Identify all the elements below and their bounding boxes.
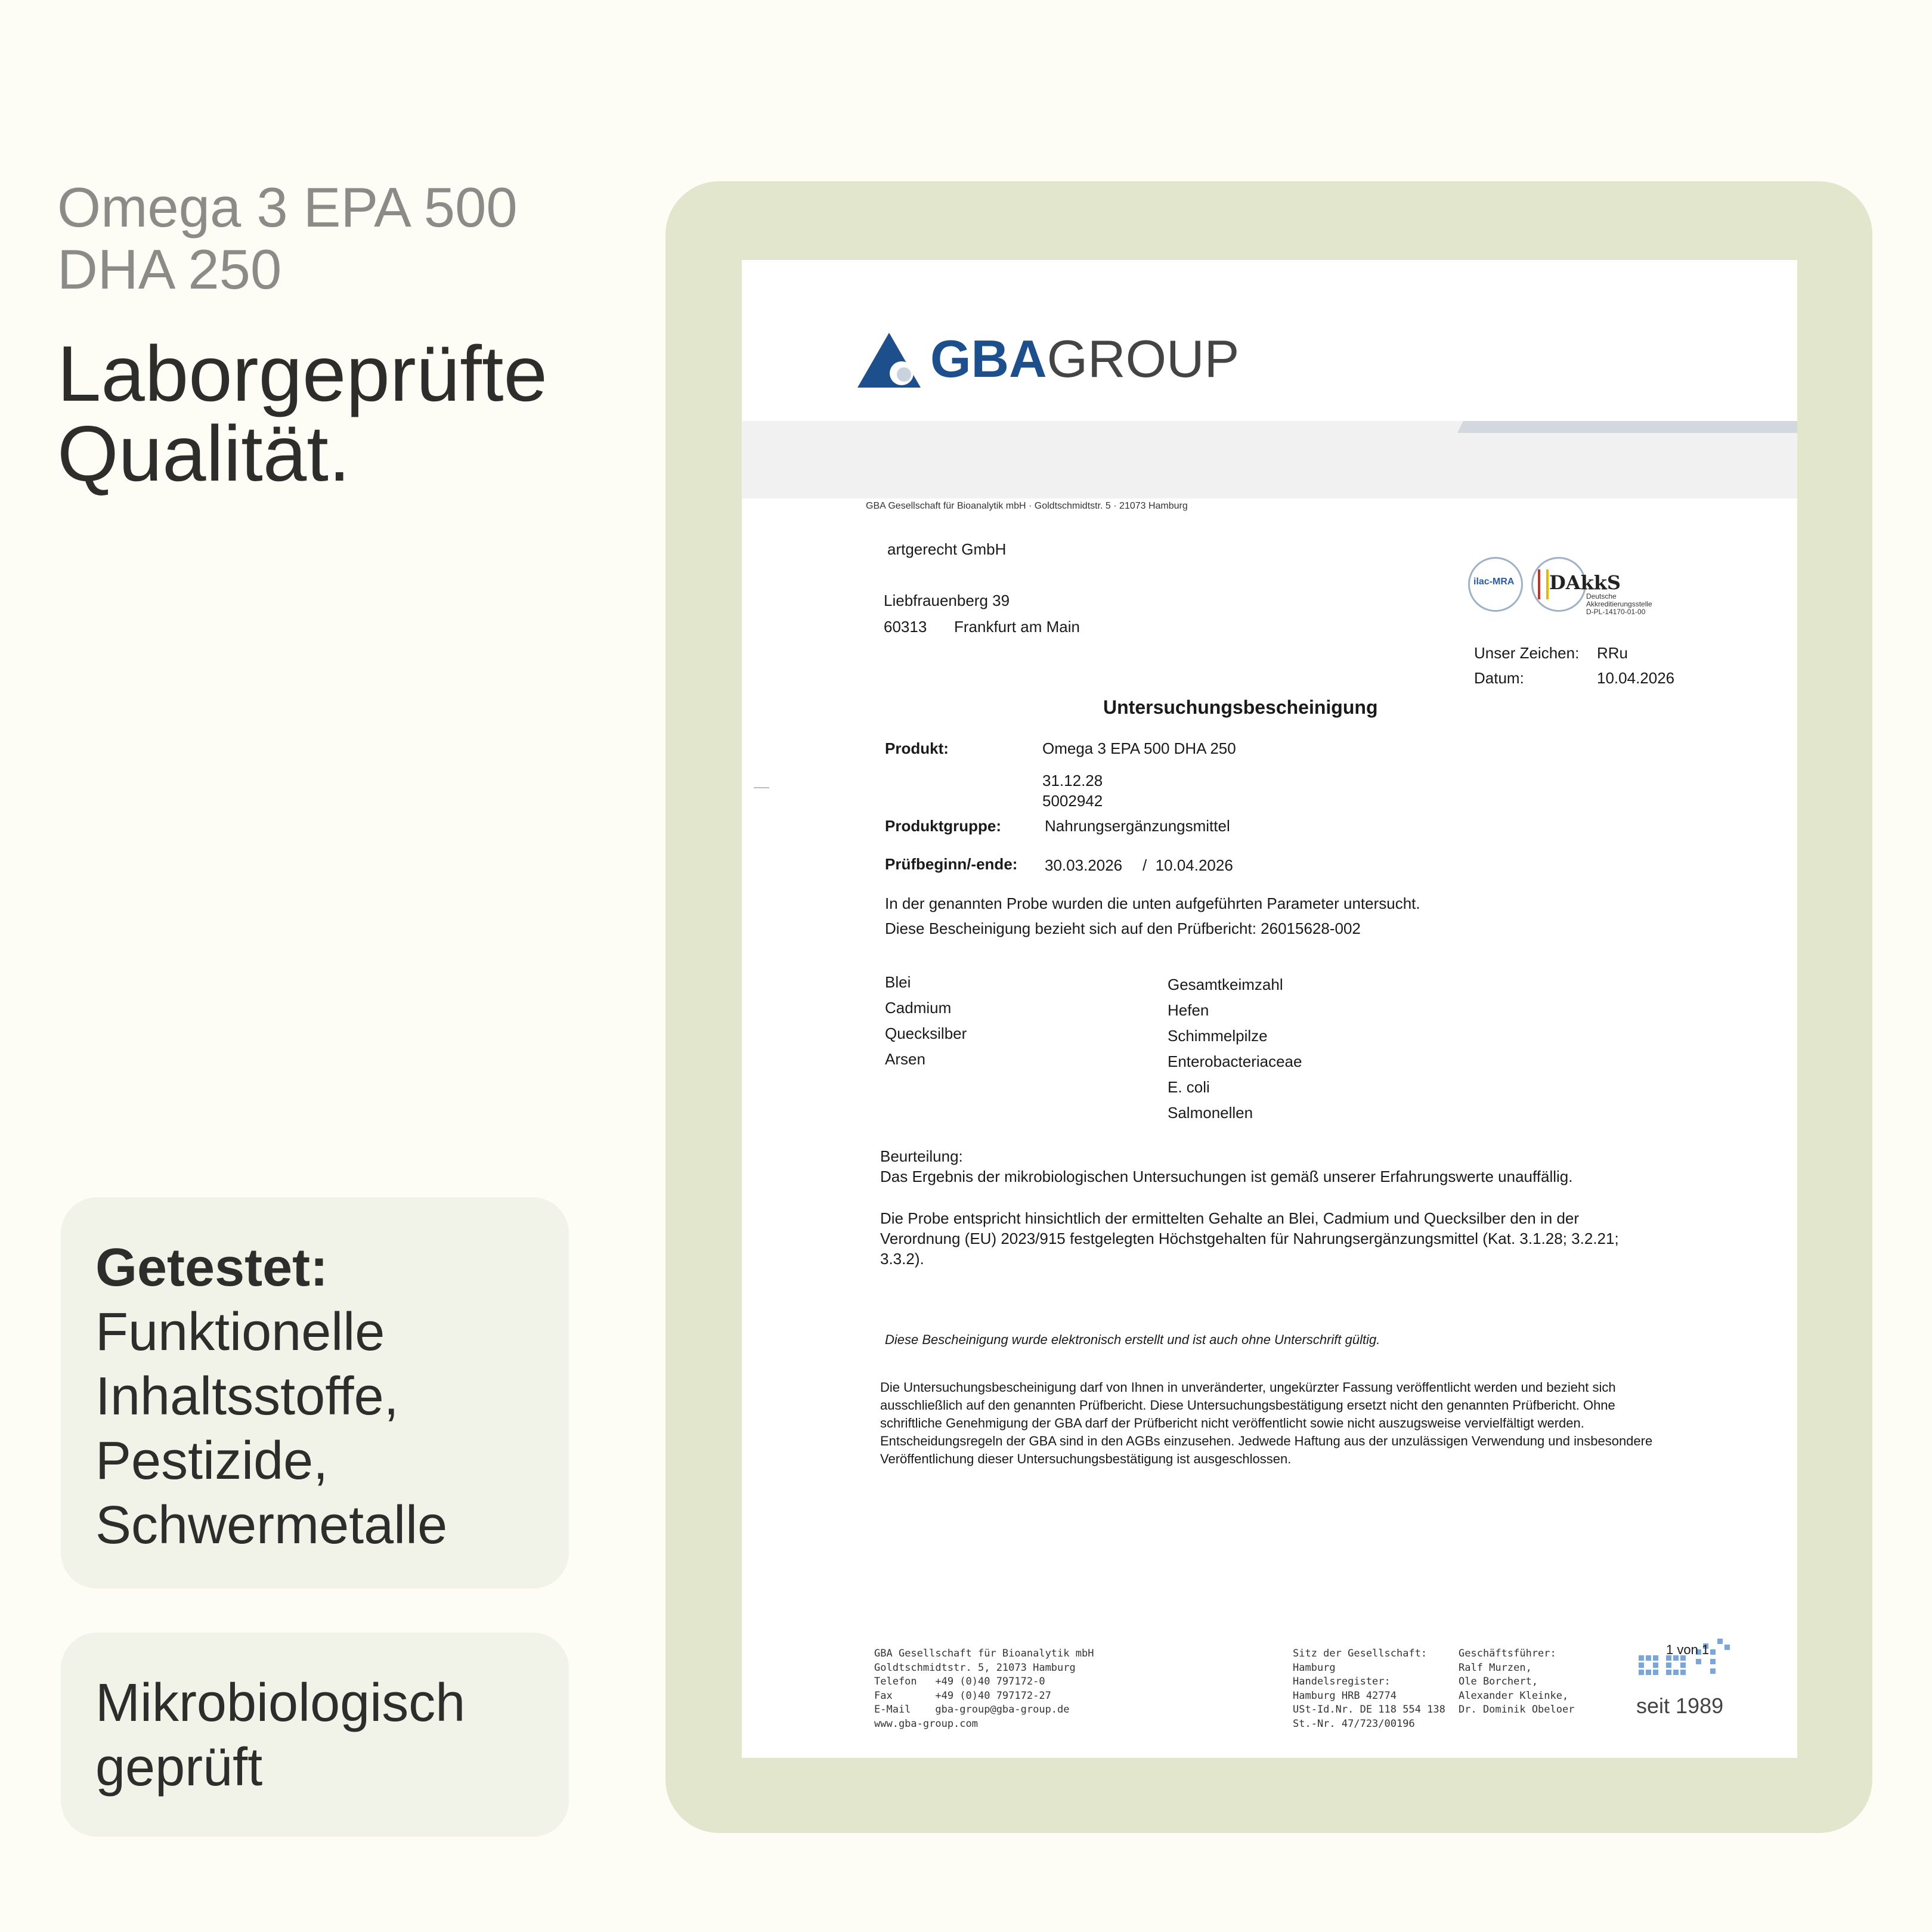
anniversary-dots-icon <box>1636 1631 1738 1685</box>
product-eyebrow <box>57 177 594 301</box>
param-item: Hefen <box>1168 1001 1209 1019</box>
param-item: Blei <box>885 973 911 991</box>
recipient-zip: 60313 <box>884 618 927 636</box>
gba-triangle-icon <box>856 332 922 389</box>
electronic-note: Diese Bescheinigung wurde elektronisch erstellt und ist auch ohne Unterschrift gültig. <box>885 1332 1380 1347</box>
since-label: seit 1989 <box>1636 1693 1724 1718</box>
dakks-subtext: Deutsche Akkreditierungsstelle D-PL-14170-01-00 <box>1586 592 1652 616</box>
params-left <box>885 970 967 1072</box>
date-value: 10.04.2026 <box>1597 669 1675 687</box>
ilac-mra-badge <box>1468 557 1523 612</box>
assessment-2: Die Probe entspricht hinsichtlich der ermittelten Gehalte an Blei, Cadmium und Quecksilber den in der Verordnung (EU) 2023/915 festgelegten Höchstgehalten für Nahrungsergänzungsmittel (Kat. 3.1.28; 3.2.21; 3.3.2). <box>880 1209 1619 1268</box>
eyebrow-line-1: Omega 3 EPA 500 <box>57 176 518 239</box>
footer-company: GBA Gesellschaft für Bioanalytik mbH Goldtschmidtstr. 5, 21073 Hamburg Telefon +49 (0)40 797172-0 Fax +49 (0)40 797172-27 E-Mail gba-group@gba-group.de www.gba-group.com <box>874 1648 1094 1730</box>
group-value: Nahrungsergänzungsmittel <box>1045 817 1230 835</box>
footer-registry: Sitz der Gesellschaft: Hamburg Handelsregister: Hamburg HRB 42774 USt-Id.Nr. DE 118 554 138 St.-Nr. 47/723/00196 <box>1293 1648 1445 1730</box>
micro-card <box>61 1633 569 1837</box>
headline <box>57 330 654 497</box>
recipient-street: Liebfrauenberg 39 <box>884 592 1010 609</box>
logo-light-text: GROUP <box>1046 329 1240 388</box>
param-item: Enterobacteriaceae <box>1168 1052 1302 1070</box>
assessment-label: Beurteilung: <box>880 1147 963 1165</box>
tested-item: Funktionelle <box>95 1302 385 1362</box>
param-item: Quecksilber <box>885 1024 967 1042</box>
param-item: E. coli <box>1168 1078 1210 1096</box>
micro-line-2: geprüft <box>95 1738 263 1797</box>
batch-number: 5002942 <box>1042 792 1103 810</box>
tested-label: Getestet: <box>95 1238 329 1298</box>
param-item: Arsen <box>885 1050 925 1068</box>
headline-line-1: Laborgeprüfte <box>57 330 547 417</box>
logo-bold-text: GBA <box>930 329 1047 388</box>
param-item: Salmonellen <box>1168 1104 1253 1122</box>
ref-label: Unser Zeichen: <box>1474 644 1580 662</box>
ref-value: RRu <box>1597 644 1628 662</box>
footer-management: Geschäftsführer: Ralf Murzen, Ole Borchert, Alexander Kleinke, Dr. Dominik Obeloer <box>1459 1648 1575 1716</box>
recipient-name: artgerecht GmbH <box>887 540 1007 558</box>
period-start: 30.03.2026 <box>1045 856 1123 874</box>
page-count: 1 von 1 <box>1666 1642 1710 1657</box>
tested-item: Pestizide, <box>95 1431 329 1491</box>
intro-line-1: In der genannten Probe wurden die unten aufgeführten Parameter untersucht. <box>885 894 1420 912</box>
group-label: Produktgruppe: <box>885 817 1001 835</box>
param-item: Cadmium <box>885 999 952 1017</box>
margin-mark <box>754 787 769 788</box>
dakks-flag-icon <box>1538 569 1549 599</box>
param-item: Schimmelpilze <box>1168 1027 1268 1045</box>
period-label: Prüfbeginn/-ende: <box>885 855 1018 873</box>
gba-logo <box>856 326 1274 391</box>
headline-line-2: Qualität. <box>57 410 351 497</box>
header-accent <box>1457 421 1797 433</box>
param-item: Gesamtkeimzahl <box>1168 976 1283 993</box>
params-right <box>1168 972 1302 1126</box>
disclaimer: Die Untersuchungsbescheinigung darf von Ihnen in unveränderter, ungekürzter Fassung veröffentlicht werden und bezieht sich ausschließlich auf den genannten Prüfbericht. Diese Untersuchungsbestätigung ersetzt nicht den genannten Prüfbericht. Ohne schriftliche Genehmigung der GBA darf der Prüfbericht nicht veröffentlicht sowie nicht auszugsweise vervielfältigt werden. Entscheidungsregeln der GBA sind in den AGBs einzusehen. Jedwede Haftung aus der unzulässigen Verwendung und insbesondere Veröffentlichung dieser Untersuchungsbestätigung ist ausgeschlossen. <box>880 1380 1653 1466</box>
ilac-text: ilac-MRA <box>1473 577 1515 587</box>
recipient-city: Frankfurt am Main <box>954 618 1080 636</box>
certificate-document <box>742 260 1797 1758</box>
document-title: Untersuchungsbescheinigung <box>1103 696 1378 718</box>
tested-card <box>61 1197 569 1589</box>
best-before: 31.12.28 <box>1042 772 1103 789</box>
period-end: / 10.04.2026 <box>1143 856 1233 874</box>
sender-line: GBA Gesellschaft für Bioanalytik mbH · Goldtschmidtstr. 5 · 21073 Hamburg <box>866 501 1188 511</box>
dakks-text: DAkkS <box>1549 571 1621 594</box>
date-label: Datum: <box>1474 669 1524 687</box>
tested-item: Inhaltsstoffe, <box>95 1367 399 1426</box>
product-value: Omega 3 EPA 500 DHA 250 <box>1042 739 1236 757</box>
micro-line-1: Mikrobiologisch <box>95 1673 466 1733</box>
tested-item: Schwermetalle <box>95 1496 448 1555</box>
eyebrow-line-2: DHA 250 <box>57 238 282 301</box>
intro-line-2: Diese Bescheinigung bezieht sich auf den Prüfbericht: 26015628-002 <box>885 919 1361 937</box>
product-label: Produkt: <box>885 739 949 757</box>
assessment-1: Das Ergebnis der mikrobiologischen Untersuchungen ist gemäß unserer Erfahrungswerte unauffällig. <box>880 1168 1573 1185</box>
